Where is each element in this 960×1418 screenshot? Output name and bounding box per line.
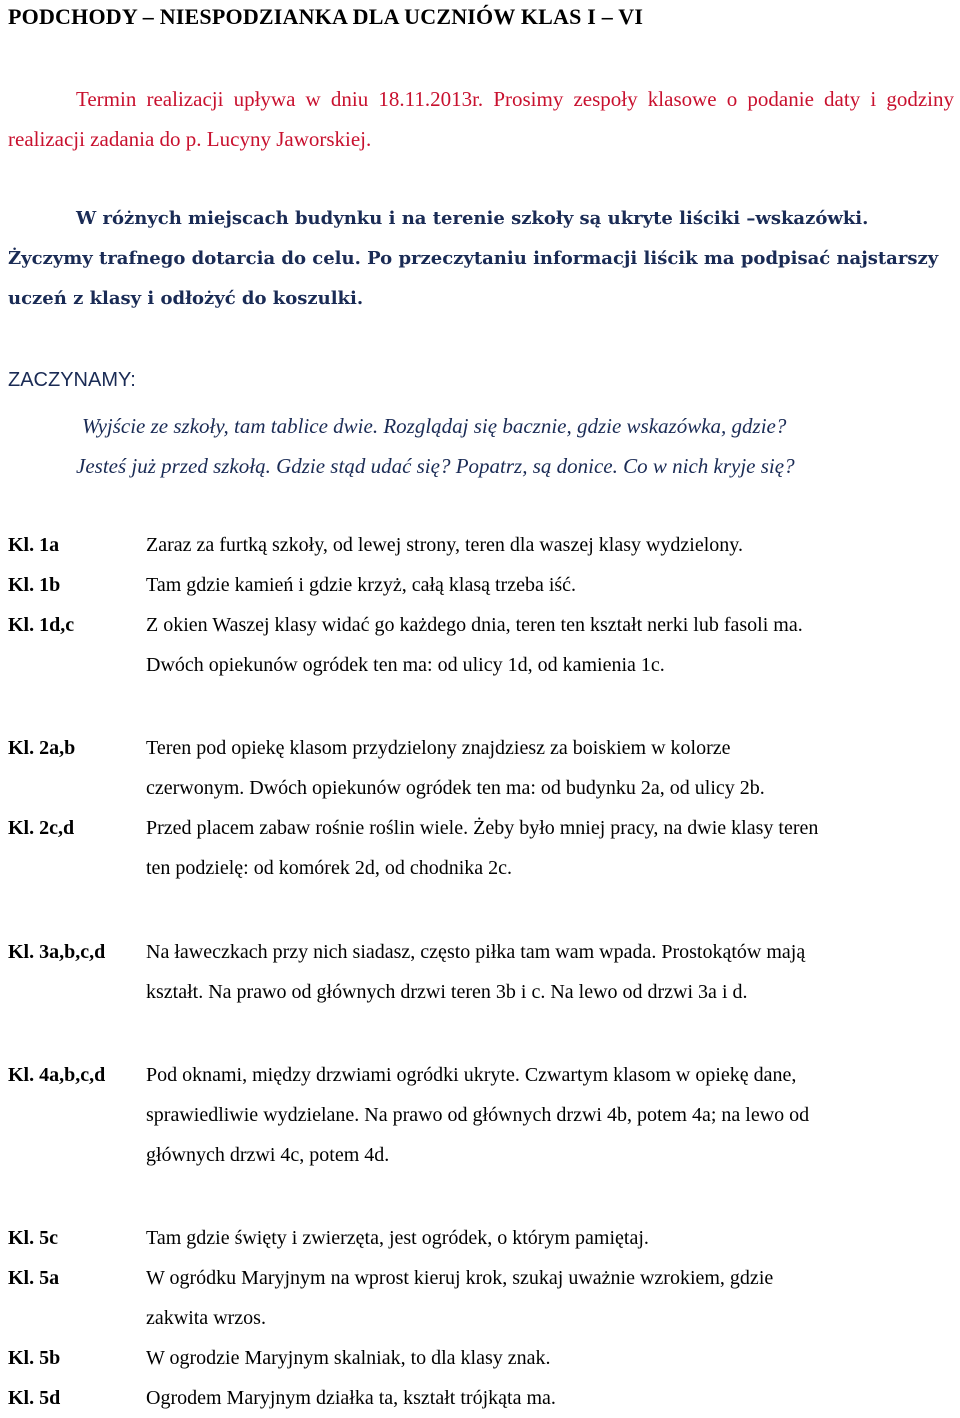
class-hint: Tam gdzie święty i zwierzęta, jest ogródek, o którym pamiętaj. [146,1227,649,1249]
class-label: Kl. 1d,c [8,614,75,636]
class-row [8,972,954,1012]
intro-line: uczeń z klasy i odłożyć do koszulki. [8,288,364,309]
class-label: Kl. 5d [8,1387,61,1409]
class-row [8,808,954,848]
class-hint: Teren pod opiekę klasom przydzielony znajdziesz za boiskiem w kolorze [146,737,731,759]
class-hint: zakwita wrzos. [146,1307,266,1329]
class-row [8,1135,954,1175]
class-row [8,1298,954,1338]
class-hint: Zaraz za furtką szkoły, od lewej strony, teren dla waszej klasy wydzielony. [146,534,743,556]
class-label: Kl. 2c,d [8,817,75,839]
start-riddle [76,406,795,486]
class-hint: głównych drzwi 4c, potem 4d. [146,1144,390,1166]
class-label: Kl. 5a [8,1267,60,1289]
class-row [8,1338,954,1378]
class-label: Kl. 5c [8,1227,58,1249]
class-row [8,605,954,645]
riddle-line: Jesteś już przed szkołą. Gdzie stąd udać się? Popatrz, są donice. Co w nich kryje się? [76,454,795,478]
riddle-line: Wyjście ze szkoły, tam tablice dwie. Rozglądaj się bacznie, gdzie wskazówka, gdzie? [82,414,787,438]
page-title: PODCHODY – NIESPODZIANKA DLA UCZNIÓW KLAS I – VI [8,4,644,29]
class-hint: czerwonym. Dwóch opiekunów ogródek ten ma: od budynku 2a, od ulicy 2b. [146,777,765,799]
class-row [8,1095,954,1135]
class-row [8,1378,954,1418]
intro-paragraph [8,199,954,319]
class-hint: W ogródku Maryjnym na wprost kieruj krok, szukaj uważnie wzrokiem, gdzie [146,1267,774,1289]
class-row [8,932,954,972]
deadline-notice: Termin realizacji upływa w dniu 18.11.2013r. Prosimy zespoły klasowe o podanie daty i godziny realizacji zadania do p. Lucyny Jaworskiej. [8,87,954,151]
class-hint: Dwóch opiekunów ogródek ten ma: od ulicy 1d, od kamienia 1c. [146,654,665,676]
intro-line: Życzymy trafnego dotarcia do celu. Po przeczytaniu informacji liścik ma podpisać najstarszy [8,248,939,269]
class-group-3 [8,932,954,1012]
class-hint: ten podzielę: od komórek 2d, od chodnika 2c. [146,857,513,879]
class-label: Kl. 4a,b,c,d [8,1064,106,1086]
class-row [8,1218,954,1258]
class-hint: Tam gdzie kamień i gdzie krzyż, całą klasą trzeba iść. [146,574,577,596]
class-row [8,768,954,808]
class-label: Kl. 1a [8,534,60,556]
start-label: ZACZYNAMY: [8,369,136,391]
class-row [8,848,954,888]
class-row [8,1055,954,1095]
class-row [8,565,954,605]
class-row [8,728,954,768]
class-group-1 [8,525,954,685]
class-label: Kl. 3a,b,c,d [8,941,106,963]
intro-line: W różnych miejscach budynku i na terenie szkoły są ukryte liściki –wskazówki. [76,208,869,229]
class-hint: Pod oknami, między drzwiami ogródki ukryte. Czwartym klasom w opiekę dane, [146,1064,797,1086]
class-row [8,1258,954,1298]
class-hint: kształt. Na prawo od głównych drzwi teren 3b i c. Na lewo od drzwi 3a i d. [146,981,748,1003]
class-group-4 [8,1055,954,1175]
class-label: Kl. 1b [8,574,61,596]
class-row [8,525,954,565]
class-hint: Ogrodem Maryjnym działka ta, kształt trójkąta ma. [146,1387,556,1409]
class-hint: W ogrodzie Maryjnym skalniak, to dla klasy znak. [146,1347,551,1369]
class-group-5 [8,1218,954,1418]
class-hint: Z okien Waszej klasy widać go każdego dnia, teren ten kształt nerki lub fasoli ma. [146,614,803,636]
class-hint: sprawiedliwie wydzielane. Na prawo od głównych drzwi 4b, potem 4a; na lewo od [146,1104,810,1126]
class-hint: Przed placem zabaw rośnie roślin wiele. Żeby było mniej pracy, na dwie klasy teren [146,817,819,839]
class-label: Kl. 2a,b [8,737,76,759]
class-group-2 [8,728,954,888]
class-row [8,645,954,685]
class-hint: Na ławeczkach przy nich siadasz, często piłka tam wam wpada. Prostokątów mają [146,941,806,963]
class-label: Kl. 5b [8,1347,61,1369]
